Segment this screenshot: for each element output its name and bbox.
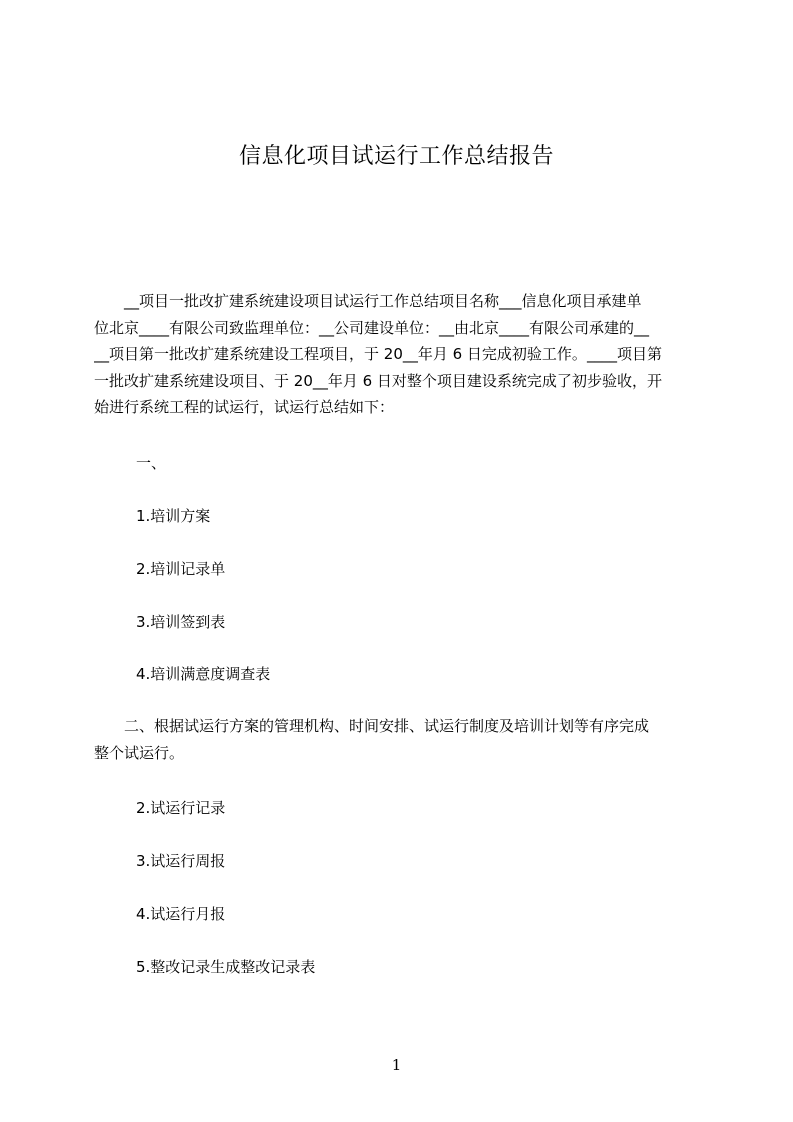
section-one-item: 3.培训签到表 — [136, 613, 226, 631]
document-title: 信息化项目试运行工作总结报告 — [238, 144, 554, 169]
intro-line: __项目一批改扩建系统建设项目试运行工作总结项目名称___信息化项目承建单 — [94, 292, 642, 310]
section-two-paragraph — [94, 713, 704, 767]
section-one-item: 2.培训记录单 — [136, 560, 226, 578]
section-two-item: 4.试运行月报 — [136, 905, 226, 923]
intro-paragraph — [94, 288, 698, 421]
intro-line: 始进行系统工程的试运行，试运行总结如下： — [94, 398, 395, 416]
section-two-line: 整个试运行。 — [94, 744, 185, 762]
section-two-item: 5.整改记录生成整改记录表 — [136, 958, 316, 976]
section-one-heading: 一、 — [136, 454, 167, 472]
page-number: 1 — [391, 1056, 402, 1074]
section-two-item: 2.试运行记录 — [136, 799, 226, 817]
intro-line: 一批改扩建系统建设项目、于 20__年月 6 日对整个项目建设系统完成了初步验收，开 — [94, 371, 662, 390]
section-one-item: 1.培训方案 — [136, 507, 211, 525]
section-two-line: 二、根据试运行方案的管理机构、时间安排、试运行制度及培训计划等有序完成 — [94, 717, 650, 735]
section-two-item: 3.试运行周报 — [136, 852, 226, 870]
intro-line: 位北京____有限公司致监理单位：__公司建设单位：__由北京____有限公司承建的__ — [94, 318, 650, 337]
intro-line: __项目第一批改扩建系统建设工程项目，于 20__年月 6 日完成初验工作。____项目第 — [94, 345, 662, 363]
section-one-item: 4.培训满意度调查表 — [136, 665, 271, 683]
